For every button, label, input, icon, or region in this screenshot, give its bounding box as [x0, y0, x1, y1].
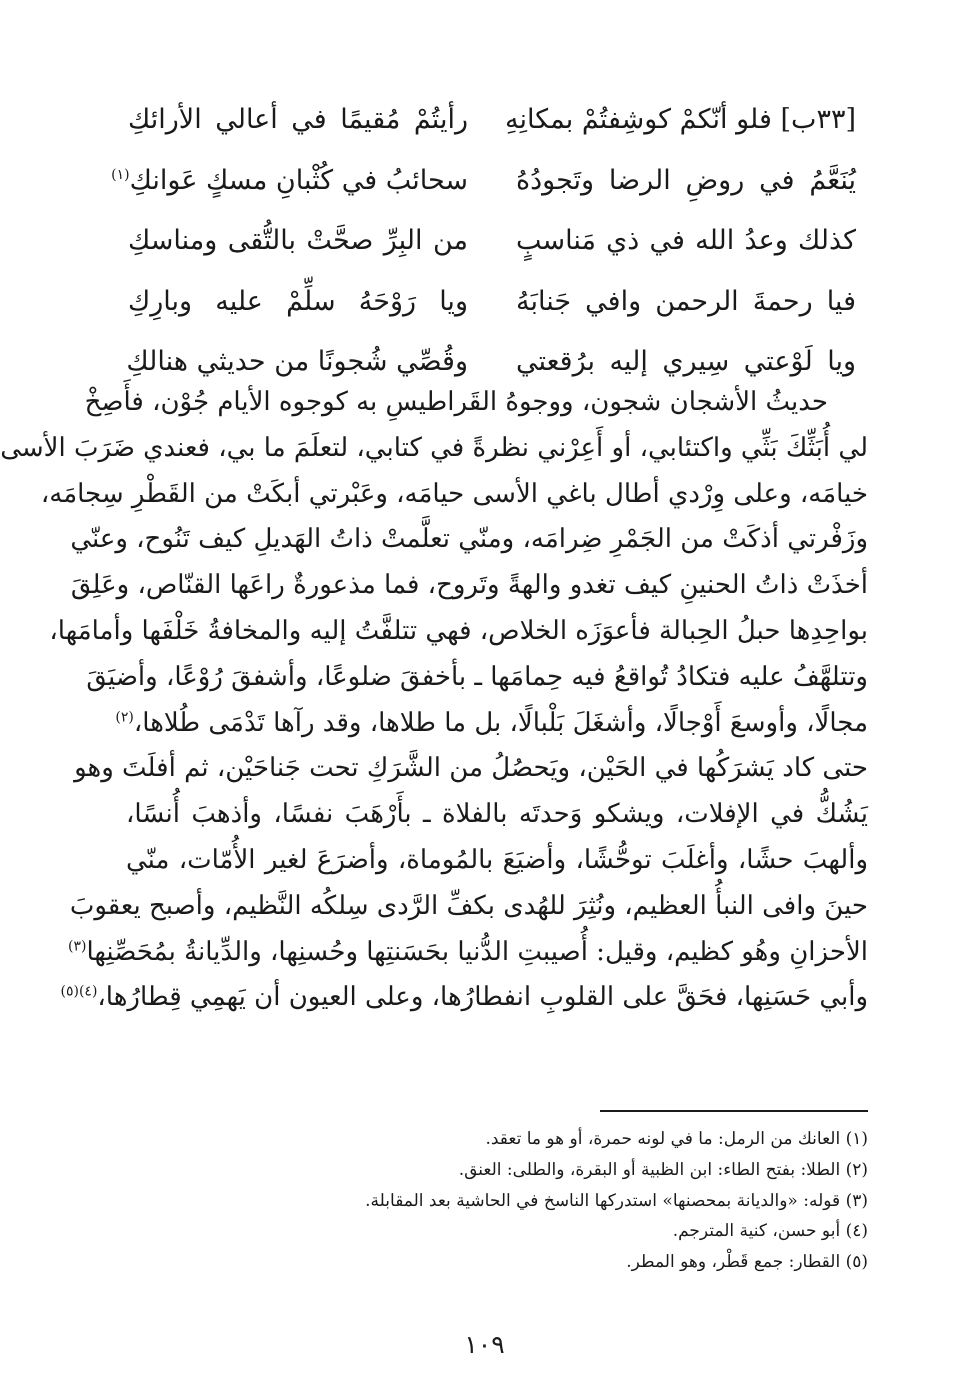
prose-line: وألهبَ حشًا، وأغلَبَ توحُّشًا، وأضيَعَ بالمُوماة، وأضرَعَ لغير الأُمّات، منّي [126, 844, 868, 875]
verse-line [128, 90, 856, 151]
verse-second-hemistich: رأيتُمْ مُقيمًا في أعالي الأرائكِ [128, 104, 468, 136]
prose-line: يَشُكُّ في الإفلات، ويشكو وَحدتَه بالفلاة ـ بأَرْهَبَ نفسًا، وأذهبَ أُنسًا، [126, 799, 868, 830]
verse-line [128, 211, 856, 272]
prose-line [60, 975, 868, 1021]
prose-line: حينَ وافى النبأُ العظيم، ونُثِرَ للهُدى بكفِّ الرَّدى سِلكُه النَّظيم، وأصبح يعقوبَ [69, 890, 868, 921]
footnote: (٢) الطلا: بفتح الطاء: ابن الظبية أو البقرة، والطلى: العنق. [458, 1159, 868, 1180]
footnote-marker: (٥) [60, 983, 79, 1000]
poem-verses [111, 90, 856, 393]
prose-line: أخذَتْ ذاتُ الحنينِ كيف تغدو والهةً وتَروح، فما مذعورةٌ راعَها القنّاص، وعَلِقَ [70, 570, 868, 601]
prose-line: وتتلهَّفُ عليه فتكادُ تُواقعُ فيه حِمامَها ـ بأخفقَ ضلوعًا، وأشفقَ رُوْعًا، وأضيَقَ [86, 661, 868, 692]
footnotes [126, 1124, 868, 1278]
verse-second-hemistich [111, 164, 468, 197]
verse-second-hemistich: من البِرِّ صحَّتْ بالتُّقى ومناسكِ [128, 225, 468, 257]
footnote-marker: (٣) [68, 937, 87, 954]
prose-line: حتى كاد يَشرَكُها في الحَيْن، ويَحصُلُ من الشَّرَكِ تحت جَناحَيْن، ثم أفلَتَ وهو [74, 753, 868, 784]
prose-paragraph [0, 380, 868, 1021]
verse-first-hemistich: يُنَعَّمُ في روضِ الرضا وتَجودُهُ [516, 164, 856, 196]
footnote-separator [600, 1110, 868, 1112]
verse-first-hemistich: كذلك وعدُ الله في ذي مَناسبٍ [516, 225, 856, 257]
prose-line [115, 701, 868, 747]
footnote-marker: (٢) [115, 708, 134, 725]
footnote: (١) العانك من الرمل: ما في لونه حمرة، أو هو ما تعقد. [485, 1129, 868, 1149]
footnote-marker: (٤) [78, 983, 98, 1000]
verse-line [128, 272, 856, 333]
prose-line: خيامَه، وعلى وِرْدي أطال باغي الأسى حيامَه، وعَبْرتي أبكَتْ من القَطْرِ سِجامَه، [40, 478, 868, 509]
prose-text: مجالًا، وأوسعَ أَوْجالًا، وأشغَلَ بَلْبالًا، بل ما طلاها، وقد رآها تَدْمَى طُلاها، [133, 707, 868, 738]
footnote-marker: (١) [111, 166, 130, 183]
prose-line [68, 930, 868, 976]
verse-first-hemistich: [٣٣ب] فلو أنّكمْ كوشِفتُمْ بمكانِهِ [505, 104, 856, 136]
prose-line: وزَفْرتي أذكَتْ من الجَمْرِ ضِرامَه، ومنّي تعلَّمتْ ذاتُ الهَديلِ كيف تَنُوح، وعنّي [70, 524, 868, 555]
footnote: (٤) أبو حسن، كنية المترجم. [672, 1221, 868, 1242]
verse-text: سحائبُ في كُثْبانِ مسكٍ عَوانكِ [129, 164, 468, 196]
verse-line [111, 151, 856, 212]
footnote: (٥) القطار: جمع قَطْر، وهو المطر. [626, 1252, 868, 1273]
prose-text: وأبي حَسَنِها، فحَقَّ على القلوبِ انفطارُها، وعلى العيون أن يَهمِي قِطارُها، [97, 982, 868, 1013]
verse-second-hemistich: ويا رَوْحَهُ سلِّمْ عليه وبارِكِ [128, 285, 468, 317]
verse-first-hemistich: ويا لَوْعتي سِيري إليه برُقعتي [516, 346, 856, 378]
prose-text: الأحزانِ وهُو كظيم، وقيل: أُصيبتِ الدُّنيا بحَسَنتِها وحُسنِها، والدِّيانةُ بمُحَصِّنِها [86, 936, 868, 967]
verse-first-hemistich: فيا رحمةَ الرحمن وافي جَنابَهُ [516, 285, 856, 317]
prose-line: حديثُ الأشجان شجون، ووجوهُ القَراطيسِ به كوجوه الأيام جُوْن، فأَصِخْ [84, 387, 828, 417]
page-number: ١٠٩ [464, 1330, 505, 1359]
footnote: (٣) قوله: «والديانة بمحصنها» استدركها الناسخ في الحاشية بعد المقابلة. [365, 1190, 868, 1211]
prose-line: بواحِدِها حبلُ الحِبالة فأعوَزَه الخلاص، فهي تتلفَّتُ إليه والمخافةُ خَلْفَها وأمامَها، [49, 615, 868, 646]
verse-second-hemistich: وقُصِّي شُجونًا من حديثي هنالكِ [126, 346, 468, 378]
prose-line: لي أُبَثِّكَ بَثِّي واكتئابي، أو أَعِرْني نظرةً في كتابي، لتعلَمَ ما بي، فعندي ضَرَبَ الأسى [0, 432, 868, 463]
